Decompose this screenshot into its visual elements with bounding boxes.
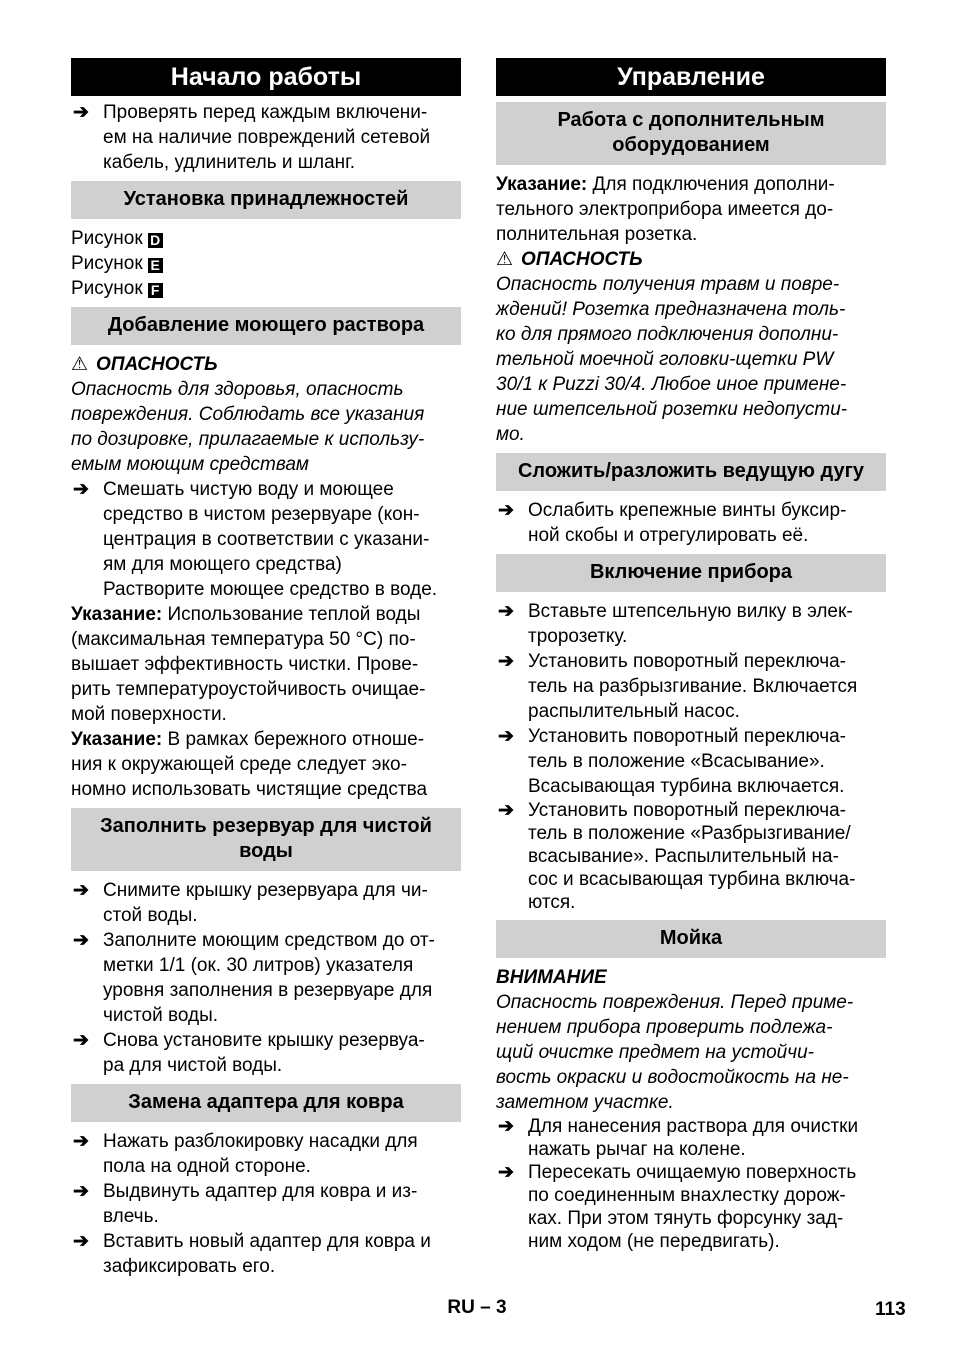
note-paragraph: Указание: В рамках бережного отноше- ния к окружающей среде следует эко- номно использовать чистящие средства <box>71 729 428 800</box>
warning-icon: ⚠ <box>71 354 89 375</box>
arrow-icon: ➔ <box>498 601 514 622</box>
figure-reference: Рисунок F <box>71 276 461 301</box>
arrow-icon: ➔ <box>498 651 514 672</box>
figure-reference: Рисунок E <box>71 251 461 276</box>
arrow-icon: ➔ <box>73 479 89 500</box>
right-column <box>496 58 886 1253</box>
list-item: ➔ Смешать чистую воду и моющее средство в чистом резервуаре (кон- центрация в соответствии с указани- ям для моющего средства) <box>73 479 430 575</box>
note-paragraph: Указание: Для подключения дополни- тельного электроприбора имеется до- полнительная розетка. <box>496 174 835 245</box>
list-item: ➔ Ослабить крепежные винты буксир- ной скобы и отрегулировать её. <box>498 500 847 546</box>
list-item: ➔ Выдвинуть адаптер для ковра и из- влечь. <box>73 1181 418 1227</box>
left-column <box>71 58 461 1279</box>
note-paragraph: Указание: Использование теплой воды (максимальная температура 50 °C) по- вышает эффективность чистки. Прове- рить температуроустойчивость очищае- мой поверхности. <box>71 604 426 725</box>
arrow-icon: ➔ <box>498 1162 514 1183</box>
section-title-operation: Управление <box>496 58 886 96</box>
figure-letter-badge: D <box>148 233 163 248</box>
subsection-heading-fill: Заполнить резервуар для чистой воды <box>71 808 461 871</box>
arrow-icon: ➔ <box>73 1231 89 1252</box>
arrow-icon: ➔ <box>73 1131 89 1152</box>
list-item-continuation: Всасывающая турбина включается. <box>528 776 845 797</box>
warning-icon: ⚠ <box>496 249 514 270</box>
caution-text: Опасность повреждения. Перед приме- нением прибора проверить подлежа- щий очистке предмет на устойчи- вость окраски и водостойкость на не- заметном участке. <box>496 992 854 1113</box>
danger-label: ⚠ ОПАСНОСТЬ <box>496 249 643 270</box>
list-item: ➔ Снова установите крышку резервуа- ра для чистой воды. <box>73 1030 425 1076</box>
footer-section-label: RU – 3 <box>447 1297 507 1318</box>
list-item: ➔ Для нанесения раствора для очистки нажать рычаг на колене. <box>498 1116 859 1160</box>
arrow-icon: ➔ <box>498 500 514 521</box>
section-title-start: Начало работы <box>71 58 461 96</box>
subsection-heading-accessories: Установка принадлежностей <box>71 181 461 219</box>
list-item: ➔ Установить поворотный переключа- тель на разбрызгивание. Включается распылительный насос. <box>498 651 858 722</box>
arrow-icon: ➔ <box>73 1030 89 1051</box>
list-item: ➔ Проверять перед каждым включени- ем на наличие повреждений сетевой кабель, удлинитель и шланг. <box>73 102 431 173</box>
list-item-continuation: Растворите моющее средство в воде. <box>103 579 438 600</box>
subsection-heading-detergent: Добавление моющего раствора <box>71 307 461 345</box>
list-item: ➔ Пересекать очищаемую поверхность по соединенным внахлестку дорож- ках. При этом тянуть форсунку зад- ним ходом (не передвигать). <box>498 1162 857 1252</box>
list-item: ➔ Заполните моющим средством до от- метки 1/1 (ок. 30 литров) указателя уровня заполнения в резервуаре для чистой воды. <box>73 930 435 1026</box>
subsection-heading-extra-equipment: Работа с дополнительным оборудованием <box>496 102 886 165</box>
list-item: ➔ Снимите крышку резервуара для чи- стой воды. <box>73 880 428 926</box>
danger-text: Опасность получения травм и повре- ждений! Розетка предназначена толь- ко для прямого подключения дополни- тельной моечной головки-щетки PW 30/1 к Puzzi 30/4. Любое иное примене- ние штепсельной розетки недопусти- мо. <box>496 274 848 445</box>
subsection-heading-handle: Сложить/разложить ведущую дугу <box>496 453 886 491</box>
subsection-heading-switch-on: Включение прибора <box>496 554 886 592</box>
list-item: ➔ Установить поворотный переключа- тель в положение «Всасывание». <box>498 726 846 772</box>
caution-label: ВНИМАНИЕ <box>496 967 607 988</box>
arrow-icon: ➔ <box>73 930 89 951</box>
arrow-icon: ➔ <box>73 1181 89 1202</box>
figure-reference: Рисунок D <box>71 226 461 251</box>
list-item: ➔ Установить поворотный переключа- тель в положение «Разбрызгивание/ всасывание». Распылительный на- сос и всасывающая турбина включа- ются. <box>498 800 856 913</box>
arrow-icon: ➔ <box>498 1116 514 1137</box>
arrow-icon: ➔ <box>73 102 89 123</box>
subsection-heading-adapter: Замена адаптера для ковра <box>71 1084 461 1122</box>
arrow-icon: ➔ <box>498 726 514 747</box>
arrow-icon: ➔ <box>73 880 89 901</box>
danger-label: ⚠ ОПАСНОСТЬ <box>71 354 218 375</box>
subsection-heading-wash: Мойка <box>496 920 886 958</box>
list-item: ➔ Вставьте штепсельную вилку в элек- тророзетку. <box>498 601 853 647</box>
danger-text: Опасность для здоровья, опасность повреждения. Соблюдать все указания по дозировке, прилагаемые к использу- емым моющим средствам <box>71 379 425 475</box>
figure-letter-badge: E <box>148 258 163 273</box>
arrow-icon: ➔ <box>498 800 514 821</box>
list-item: ➔ Нажать разблокировку насадки для пола на одной стороне. <box>73 1131 418 1177</box>
figure-letter-badge: F <box>148 283 163 298</box>
list-item: ➔ Вставить новый адаптер для ковра и зафиксировать его. <box>73 1231 431 1277</box>
page-number: 113 <box>875 1299 906 1320</box>
